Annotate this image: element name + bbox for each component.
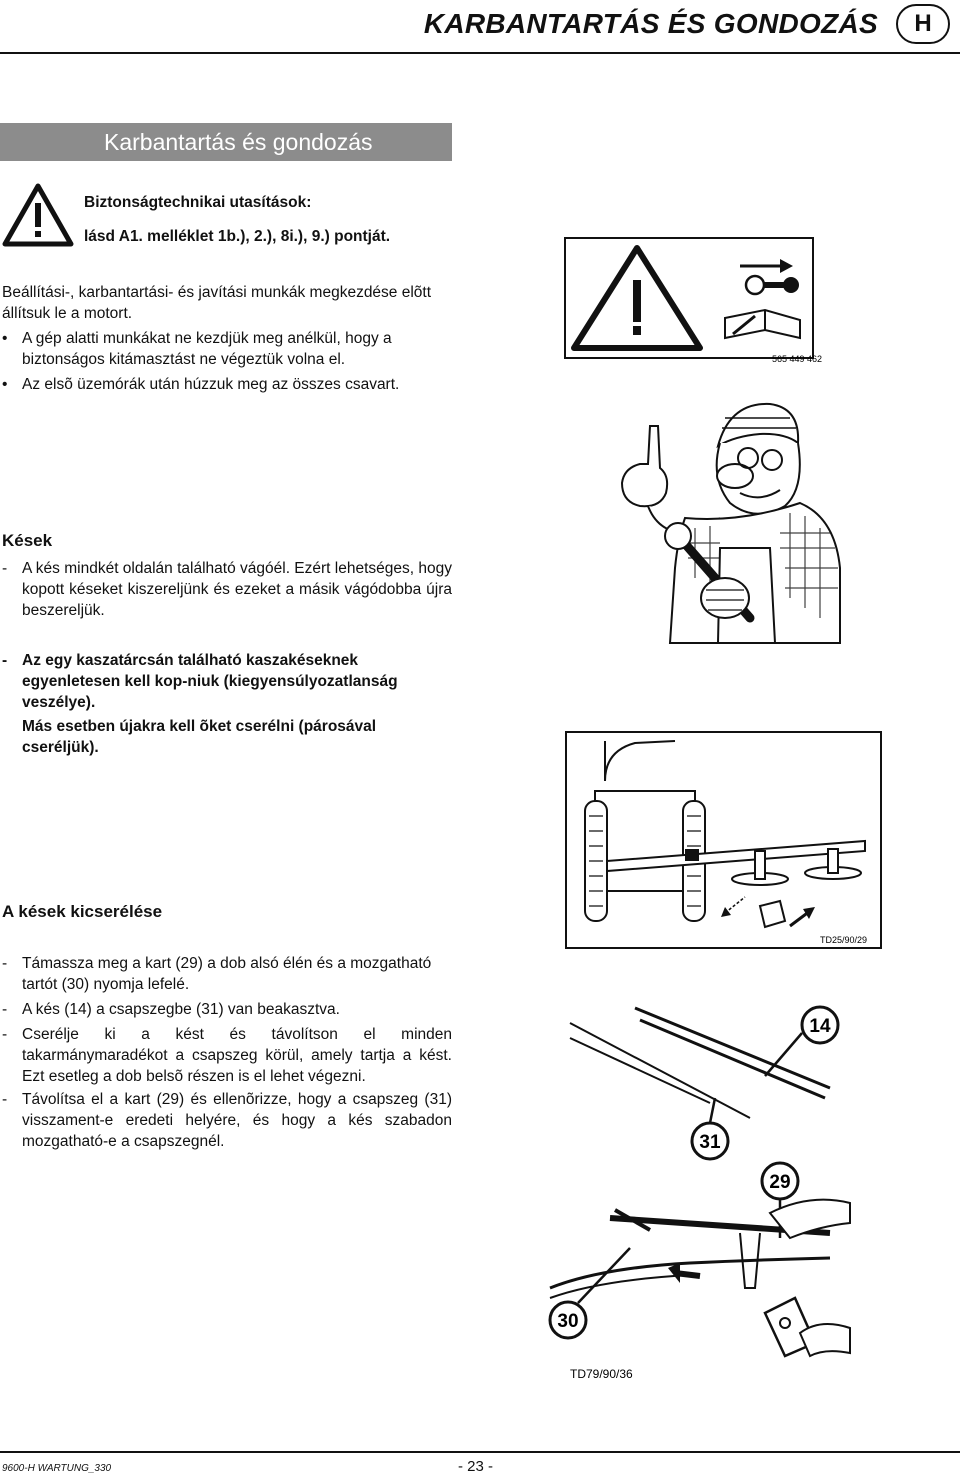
footer-document-code: 9600-H WARTUNG_330: [2, 1463, 112, 1474]
part-label-14: [802, 1007, 838, 1043]
intro-bullet: [2, 374, 452, 395]
part-label-30: [550, 1302, 586, 1338]
intro-paragraph: Beállítási-, karbantartási- és javítási munkák megkezdése elõtt állítsuk le a motort.: [2, 284, 432, 322]
language-badge: H: [896, 4, 950, 44]
replace-step: - A kés (14) a csapszegbe (31) van beakasztva.: [2, 999, 452, 1020]
replace-step: - Támassza meg a kart (29) a dob alsó élén és a mozgatható tartót (30) nyomja lefelé.: [2, 953, 452, 995]
tractor-figure-code: TD25/90/29: [820, 935, 868, 945]
warning-triangle-icon: [2, 183, 74, 247]
parts-figure-code: TD79/90/36: [570, 1367, 633, 1381]
bullet-icon: •: [2, 376, 8, 393]
replace-step: - Távolítsa el a kart (29) és ellenõrizze, hogy a csapszeg (31) visszament-e eredeti helyére, és hogy a kés szabadon mozgatható-e a csapszegnél.: [2, 1091, 452, 1150]
bullet-text: A gép alatti munkákat ne kezdjük meg anélkül, hogy a biztonságos kitámasztást ne végeztük volna el.: [22, 330, 392, 368]
svg-text:14: 14: [809, 1016, 831, 1037]
knife-replacement-figure: [540, 998, 850, 1383]
knives-warning-text-2: Más esetben újakra kell õket cserélni (párosával cseréljük).: [22, 718, 377, 756]
knives-item: - A kés mindkét oldalán található vágóél. Ezért lehetséges, hogy kopott késeket kiszereljünk és ezeket a másik vágódobba újra beszereljük.: [2, 560, 452, 619]
knives-heading: Kések: [2, 531, 53, 550]
svg-text:30: 30: [557, 1311, 579, 1332]
header-divider: [0, 52, 960, 54]
part-label-29: [762, 1163, 798, 1199]
intro-bullet: [2, 328, 452, 370]
knives-warning-text: Az egy kaszatárcsán található kaszakéseknek egyenletesen kell kop-niuk (kiegyensúlyozatlanság veszélye).: [22, 652, 398, 711]
page-number: - 23 -: [458, 1458, 494, 1475]
page-header-title: KARBANTARTÁS ÉS GONDOZÁS: [423, 8, 878, 39]
replace-step-text: Támassza meg a kart (29) a dob alsó élén és a mozgatható tartót (30) nyomja lefelé.: [22, 955, 432, 993]
mechanic-illustration: [600, 398, 840, 643]
safety-instructions-heading: Biztonságtechnikai utasítások:: [84, 194, 312, 211]
replace-knives-heading: A kések kicserélése: [2, 902, 163, 921]
warning-figure-code: 565 449 462: [772, 354, 823, 364]
replace-step-text: Távolítsa el a kart (29) és ellenõrizze, hogy a csapszeg (31) visszament-e eredeti helyére, és hogy a kés szabadon mozgatható-e a csapszegnél.: [22, 1091, 452, 1150]
knives-item-text: A kés mindkét oldalán található vágóél. Ezért lehetséges, hogy kopott késeket kiszereljünk és ezeket a másik vágódobba újra beszereljük.: [22, 560, 452, 619]
svg-text:29: 29: [769, 1172, 791, 1193]
section-banner: [0, 123, 452, 161]
bullet-text: Az elsõ üzemórák után húzzuk meg az összes csavart.: [22, 376, 400, 393]
replace-step-text: Cserélje ki a kést és távolítson el minden takarmánymaradékot a csapszeg körül, amely tartja a kést. Ezt esetleg a dob belsõ részen is el lehet végezni.: [22, 1026, 452, 1085]
part-label-31: [692, 1123, 728, 1159]
footer-divider: [0, 1451, 960, 1453]
safety-instructions-reference: lásd A1. melléklet 1b.), 2.), 8i.), 9.) pontját.: [84, 228, 391, 245]
replace-step-text: A kés (14) a csapszegbe (31) van beakasztva.: [22, 1001, 340, 1018]
svg-text:31: 31: [699, 1132, 721, 1153]
tractor-mower-figure: [565, 731, 883, 951]
replace-step: - Cserélje ki a kést és távolítson el minden takarmánymaradékot a csapszeg körül, amely tartja a kést. Ezt esetleg a dob belsõ részen is el lehet végezni.: [2, 1026, 452, 1085]
section-title: Karbantartás és gondozás: [104, 128, 373, 155]
warning-sign-figure: [565, 238, 823, 364]
bullet-icon: •: [2, 330, 8, 347]
knives-warning-item: - Az egy kaszatárcsán található kaszakéseknek egyenletesen kell kop-niuk (kiegyensúlyozatlanság veszélye). Más esetben újakra kell õket cserélni (párosával cseréljük).: [2, 650, 452, 758]
